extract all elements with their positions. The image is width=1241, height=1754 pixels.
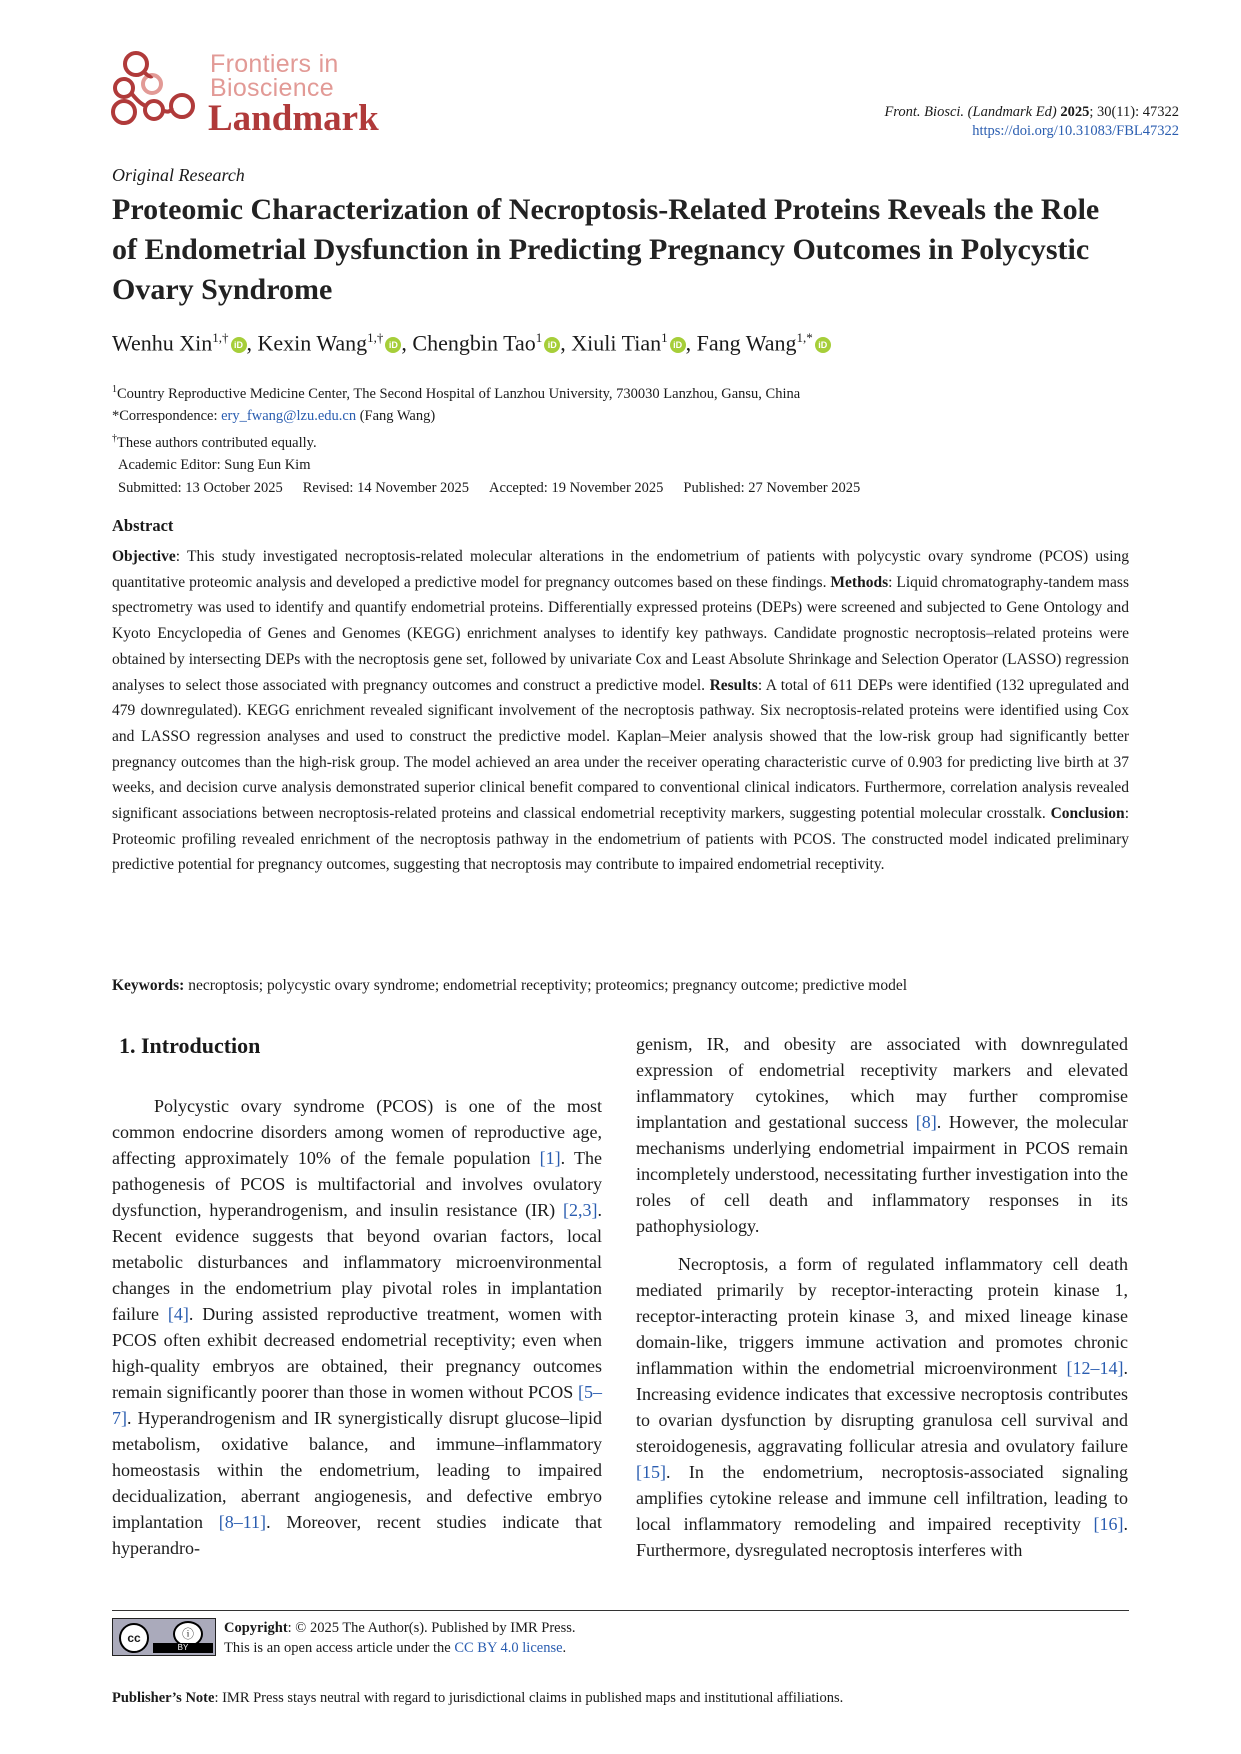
- article-type: Original Research: [112, 165, 245, 185]
- copyright-notice: Copyright: © 2025 The Author(s). Published by IMR Press. This is an open access article under the CC BY 4.0 license.: [224, 1620, 576, 1656]
- cc-by-license-badge[interactable]: [112, 1618, 216, 1656]
- logo-text-bioscience: Bioscience: [210, 74, 334, 102]
- citation-link[interactable]: [2,3]: [563, 1200, 598, 1220]
- author-name: Kexin Wang: [257, 330, 368, 356]
- orcid-icon[interactable]: iD: [544, 337, 560, 353]
- author-name: Xiuli Tian: [571, 330, 662, 356]
- author-sup: 1: [535, 330, 543, 345]
- citation-link[interactable]: [16]: [1093, 1514, 1124, 1534]
- intro-right-column: [636, 1031, 1128, 1563]
- publisher-note: Publisher’s Note: IMR Press stays neutral with regard to jurisdictional claims in published maps and institutional affiliations.: [112, 1690, 844, 1706]
- orcid-icon[interactable]: iD: [670, 337, 686, 353]
- cc-icon: cc: [119, 1623, 149, 1653]
- author-name: Wenhu Xin: [112, 330, 213, 356]
- article-metadata: [112, 379, 880, 499]
- doi-link[interactable]: https://doi.org/10.31083/FBL47322: [972, 123, 1179, 139]
- citation-link[interactable]: [5–7]: [112, 1382, 602, 1428]
- license-link[interactable]: CC BY 4.0 license: [454, 1640, 563, 1656]
- citation-link[interactable]: [8]: [915, 1112, 937, 1132]
- author-sup: 1: [661, 330, 668, 345]
- affiliation: $^1$Country Reproductive Medicine Center, The Second Hospital of Lanzhou University, 730030 Lanzhou, Gansu, China: [112, 384, 801, 402]
- by-label: BY: [153, 1643, 213, 1653]
- logo-text-frontiers: Frontiers in: [210, 50, 339, 78]
- attribution-icon: ⓘ: [173, 1621, 203, 1647]
- author-sup: 1,*: [796, 330, 813, 345]
- date-revised: Revised: 14 November 2025: [302, 479, 470, 496]
- abstract-body: Objective: This study investigated necroptosis-related molecular alterations in the endometrium of patients with polycystic ovary syndrome (PCOS) using quantitative proteomic analysis and developed a predictive model for pregnancy outcomes based on these findings. Methods: Liquid chromatography-tandem mass spectrometry was used to identify and quantify endometrial proteins. Differentially expressed proteins (DEPs) were screened and subjected to Gene Ontology and Kyoto Encyclopedia of Genes and Genomes (KEGG) enrichment analyses to identify key pathways. Candidate prognostic necroptosis–related proteins were obtained by intersecting DEPs with the necroptosis gene set, followed by univariate Cox and Least Absolute Shrinkage and Selection Operator (LASSO) regression analyses to select those associated with pregnancy outcomes and construct a predictive model. Results: A total of 611 DEPs were identified (132 upregulated and 479 downregulated). KEGG enrichment revealed significant involvement of the necroptosis pathway. Six necroptosis-related proteins were identified using Cox and LASSO regression analyses and used to construct the predictive model. Kaplan–Meier analysis showed that the low-risk group had significantly better pregnancy outcomes than the high-risk group. The model achieved an area under the receiver operating characteristic curve of 0.903 for predicting live birth at 37 weeks, and decision curve analysis demonstrated superior clinical benefit compared to conventional clinical indicators. Furthermore, correlation analysis revealed significant associations between necroptosis-related proteins and classical endometrial receptivity markers, suggesting potential molecular crosstalk. Conclusion: Proteomic profiling revealed enrichment of the necroptosis pathway in the endometrium of patients with PCOS. The constructed model indicated preliminary predictive potential for pregnancy outcomes, suggesting that necroptosis may contribute to impaired endometrial receptivity.: [112, 548, 1129, 874]
- equal-contribution: †These authors contributed equally.: [112, 432, 317, 451]
- date-accepted: Accepted: 19 November 2025: [489, 479, 664, 496]
- intro-left-column: [112, 1093, 602, 1561]
- date-submitted: Submitted: 13 October 2025: [118, 479, 283, 496]
- paragraph: Necroptosis, a form of regulated inflammatory cell death mediated primarily by receptor-interacting protein kinase 1, receptor-interacting protein kinase 3, and mixed lineage kinase domain-like, triggers immune activation and promotes chronic inflammation within the endometrial microenvironment [12–14]. Increasing evidence indicates that excessive necroptosis contributes to ovarian dysfunction by disrupting granulosa cell survival and steroidogenesis, aggravating follicular atresia and ovulatory failure [15]. In the endometrium, necroptosis-associated signaling amplifies cytokine release and immune cell infiltration, leading to local inflammatory remodeling and impaired receptivity [16]. Furthermore, dysregulated necroptosis interferes with: [636, 1254, 1128, 1560]
- citation-link[interactable]: [1]: [539, 1148, 561, 1168]
- paragraph: genism, IR, and obesity are associated with downregulated expression of endometrial receptivity markers and elevated inflammatory cytokines, which may further compromise implantation and gestational success [8]. However, the molecular mechanisms underlying endometrial impairment in PCOS remain incompletely understood, necessitating further investigation into the roles of cell death and inflammatory responses in its pathophysiology.: [636, 1034, 1128, 1236]
- journal-logo: [110, 48, 410, 138]
- logo-mark-icon: [110, 48, 206, 128]
- citation-volume: ; 30(11): 47322: [1089, 104, 1179, 120]
- journal-citation: [884, 103, 1179, 141]
- paragraph: Polycystic ovary syndrome (PCOS) is one of the most common endocrine disorders among women of reproductive age, affecting approximately 10% of the female population [1]. The pathogenesis of PCOS is multifactorial and involves ovulatory dysfunction, hyperandrogenism, and insulin resistance (IR) [2,3]. Recent evidence suggests that beyond ovarian factors, local metabolic disturbances and inflammatory microenvironmental changes in the endometrium play pivotal roles in implantation failure [4]. During assisted reproductive treatment, women with PCOS often exhibit decreased endometrial receptivity; even when high-quality embryos are obtained, their pregnancy outcomes remain significantly poorer than those in women without PCOS [5–7]. Hyperandrogenism and IR synergistically disrupt glucose–lipid metabolism, oxidative balance, and immune–inflammatory homeostasis within the endometrium, leading to impaired decidualization, aberrant angiogenesis, and defective embryo implantation [8–11]. Moreover, recent studies indicate that hyperandro-: [112, 1096, 602, 1558]
- correspondence: *Correspondence: ery_fwang@lzu.edu.cn (Fang Wang): [112, 408, 436, 425]
- email-link[interactable]: ery_fwang@lzu.edu.cn: [221, 408, 357, 425]
- citation-link[interactable]: [4]: [167, 1304, 189, 1324]
- logo-text-landmark: Landmark: [208, 98, 379, 139]
- article-dates: [112, 477, 880, 500]
- author-list: Wenhu Xin$^{1,\dagger}$iD , Kexin Wang$^{1,\dagger}$iD , Chengbin Tao$^1$iD , Xiuli Tian$^1$iD , Fang Wang$^{1,*}$iD: [112, 324, 831, 357]
- orcid-icon[interactable]: iD: [815, 337, 831, 353]
- academic-editor: Academic Editor: Sung Eun Kim: [118, 457, 311, 474]
- citation-link[interactable]: [12–14]: [1066, 1358, 1124, 1378]
- author-sup: 1,†: [212, 330, 229, 345]
- orcid-icon[interactable]: iD: [385, 337, 401, 353]
- author-sup: 1,†: [367, 330, 384, 345]
- keywords: Keywords: necroptosis; polycystic ovary syndrome; endometrial receptivity; proteomics; pregnancy outcome; predictive model: [112, 977, 908, 994]
- date-published: Published: 27 November 2025: [683, 479, 861, 496]
- abstract-heading: Abstract: [112, 516, 174, 535]
- citation-link[interactable]: [15]: [636, 1462, 666, 1482]
- citation-year: 2025: [1060, 104, 1090, 120]
- citation-link[interactable]: [8–11]: [218, 1512, 267, 1532]
- article-title: Proteomic Characterization of Necroptosis-Related Proteins Reveals the Role of Endometrial Dysfunction in Predicting Pregnancy Outcomes in Polycystic Ovary Syndrome: [112, 193, 1100, 306]
- citation-journal: Front. Biosci. (Landmark Ed): [884, 104, 1057, 120]
- footer-divider: [112, 1610, 1129, 1611]
- orcid-icon[interactable]: iD: [231, 337, 247, 353]
- author-name: Fang Wang: [696, 330, 797, 356]
- author-name: Chengbin Tao: [412, 330, 536, 356]
- section-heading: 1. Introduction: [119, 1033, 261, 1058]
